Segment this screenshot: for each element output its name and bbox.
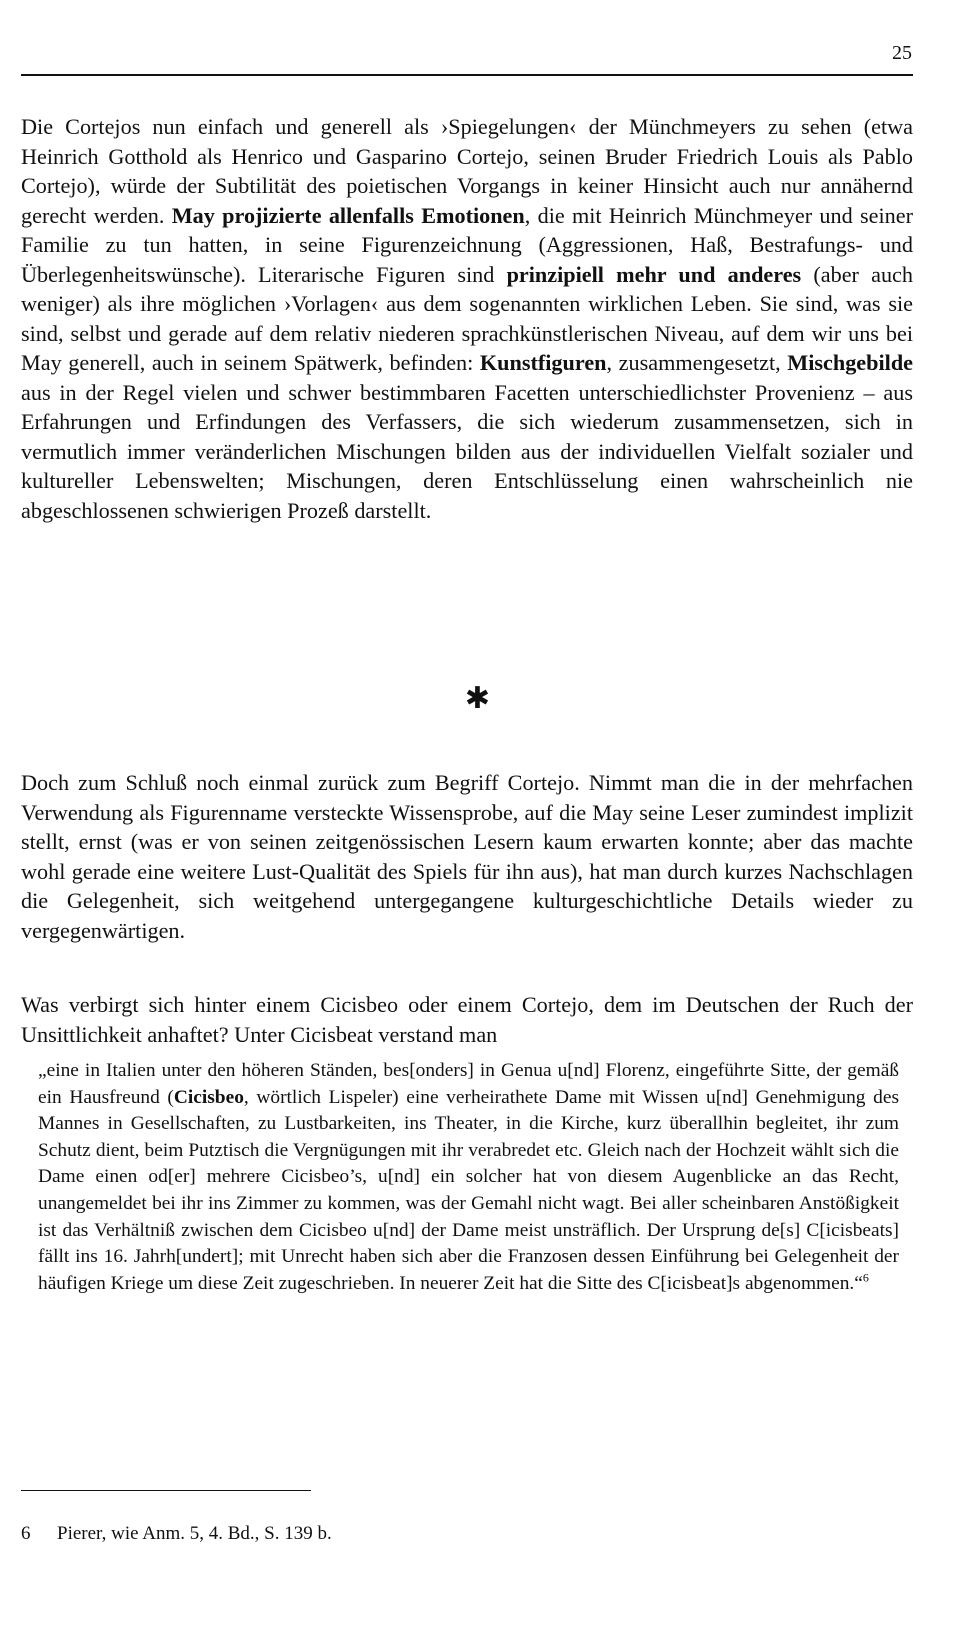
text-run: Die Cortejos nun einfach und generell als ›Spiegelungen‹ der Münchmeyers zu sehen (etwa Heinrich Gotthold als Henrico und Gasparino Cortejo, seinen Bruder Friedrich Louis als Pablo Cortejo), würde der Subtilität des poietischen Vorgangs in keiner Hinsicht auch nur annähernd gerecht werden. [21,114,913,228]
asterisk-separator: ✱ [464,682,491,715]
bold-text: May projizierte allenfalls Emotionen [171,202,525,228]
footnote [21,1522,332,1546]
bold-text: Mischgebilde [787,350,914,375]
page-number: 25 [892,42,912,64]
text-run: Doch zum Schluß noch einmal zurück zum Begriff Cortejo. Nimmt man die in der mehrfachen Verwendung als Figurenname versteckte Wissensprobe, auf die May seine Leser zumindest implizit stellt, ernst (was er von seinen zeitgenössischen Lesern kaum erwarten konnte; aber das machte wohl gerade eine weitere Lust-Qualität des Spiels für ihn aus), hat man durch kurzes Nachschlagen die Gelegenheit, sich weitgehend untergegangene kulturgeschichtliche Details wieder zu vergegenwärtigen. [21,770,913,943]
text-run: aus in der Regel vielen und schwer bestimmbaren Facetten unterschiedlichster Provenienz – aus Erfahrungen und Erfindungen des Verfassers, die sich wiederum zusammensetzen, sich in vermutlich immer veränderlichen Mischungen bilden aus der individuellen Vielfalt sozialer und kultureller Lebenswelten; Mischungen, deren Entschlüsselung einen wahrscheinlich nie abgeschlossenen schwierigen Prozeß darstellt. [21,379,913,523]
bold-text: Kunstfiguren [479,350,607,375]
text-run: , wörtlich Lispeler) eine verheirathete Dame mit Wissen u[nd] Genehmigung des Mannes in Gesellschaften, zu Lustbarkeiten, ins Theater, in die Kirche, kurz überallhin begleitet, ihr zum Schutz dient, beim Putztisch die Vergnügungen mit ihr verabredet etc. Gleich nach der Hochzeit wählt sich die Dame einen od[er] mehrere Cicisbeo’s, u[nd] ein solcher hat von diesem Augenblicke an das Recht, unangemeldet bei ihr ins Zimmer zu kommen, was der Gemahl nicht wagt. Bei aller scheinbaren Anstößigkeit ist das Verhältniß zwischen dem Cicisbeo u[nd] der Dame meist unsträflich. Der Ursprung de[s] C[icisbeats] fällt ins 16. Jahrh[undert]; mit Unrecht haben sich aber die Franzosen dessen Einführung bei Gelegenheit der häufigen Kriege um diese Zeit zugeschrieben. In neuerer Zeit hat die Sitte des C[icisbeat]s abgenommen.“ [38,1086,899,1294]
text-run: Was verbirgt sich hinter einem Cicisbeo oder einem Cortejo, dem im Deutschen der Ruch der Unsittlichkeit anhaftet? Unter Cicisbeat verstand man [21,992,913,1047]
bold-text: prinzipiell mehr und anderes [506,261,802,287]
footnote-marker: 6 [862,1270,869,1285]
footnote-rule [21,1490,311,1491]
text-run: , zusammengesetzt, [606,350,788,375]
bold-text: Cicisbeo [173,1086,244,1108]
paragraph-3 [21,990,913,1049]
footnote-text: Pierer, wie Anm. 5, 4. Bd., S. 139 b. [57,1523,332,1544]
paragraph-1 [21,112,913,525]
text-run: , die mit Heinrich Münchmeyer und seiner Familie zu tun hatten, in seine Figurenzeichnung (Aggressionen, Haß, Bestrafungs- und Überlegenheitswünsche). Literarische Figuren sind [21,202,913,287]
footnote-number: 6 [21,1523,31,1544]
text-run: (aber auch weniger) als ihre möglichen ›Vorlagen‹ aus dem sogenannten wirklichen Leben. Sie sind, was sie sind, selbst und gerade auf dem relativ niederen sprachkünstlerischen Niveau, auf dem wir uns bei May generell, auch in seinem Spätwerk, befinden: [21,261,914,375]
paragraph-2 [21,768,913,945]
block-quote [38,1058,899,1297]
header-rule [21,74,913,76]
text-run: „eine in Italien unter den höheren Ständen, bes[onders] in Genua u[nd] Florenz, eingeführte Sitte, der gemäß ein Hausfreund ( [38,1060,899,1108]
